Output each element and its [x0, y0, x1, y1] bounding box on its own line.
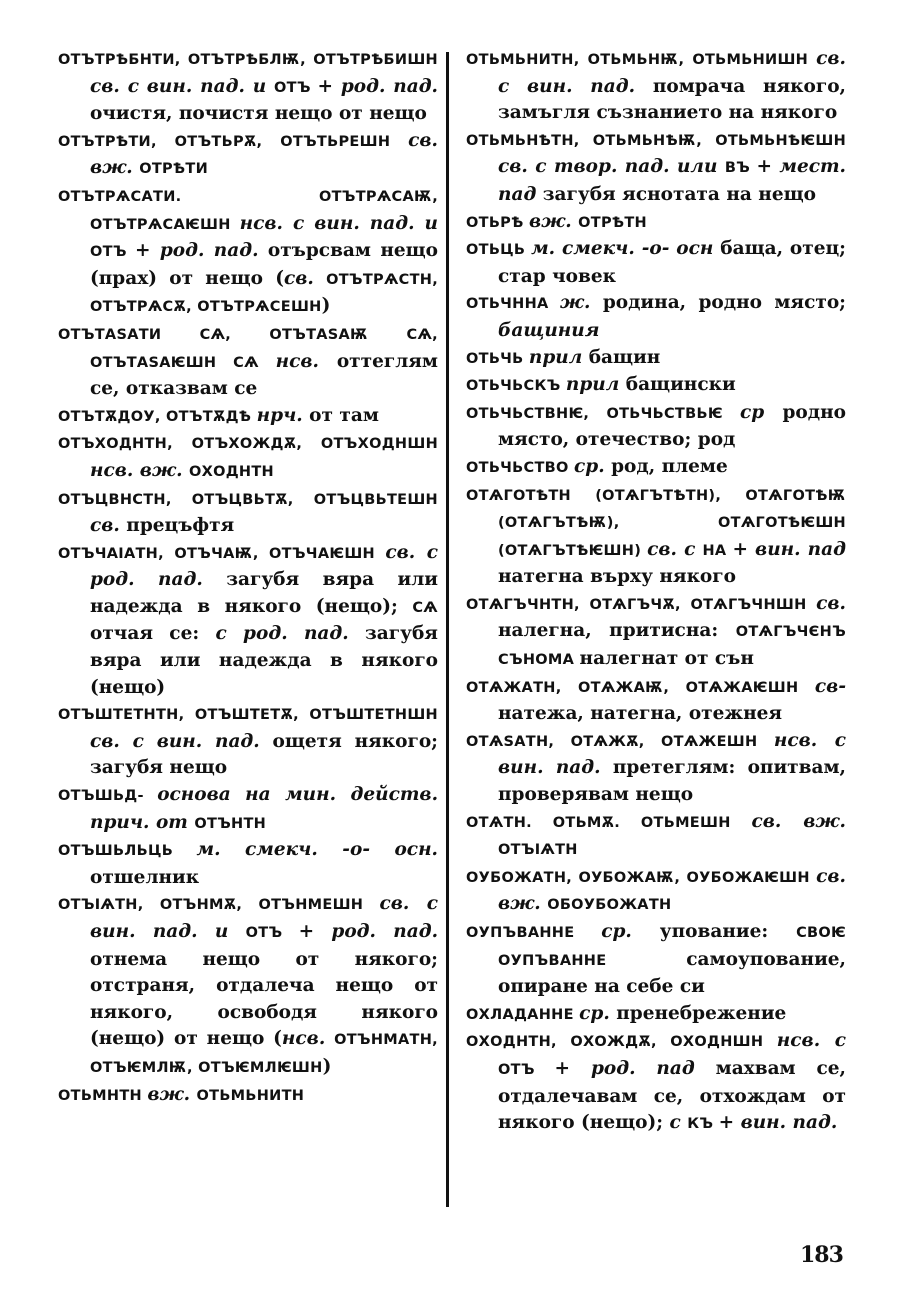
definition-text: помрача някого, замъгля съзнанието на някого: [498, 75, 846, 124]
dictionary-entry: [58, 782, 438, 837]
headword: ОТРѢТН: [578, 214, 647, 231]
grammar-label: св.: [90, 515, 127, 537]
grammar-label: ср.: [574, 455, 612, 477]
headword: ОТЪЧАIАТН, ОТЪЧАѬ, ОТЪЧАѤШН: [58, 545, 386, 562]
dictionary-entry: [58, 403, 438, 431]
definition-text: натегна върху някого: [498, 566, 736, 588]
headword: ОХЛАДАННЕ: [466, 1006, 580, 1023]
grammar-label: вж.: [147, 1083, 197, 1105]
grammar-label: св. с вин. пад. и: [90, 893, 438, 942]
definition-text: загубя вяра или надежда в някого (нещо): [90, 623, 438, 698]
grammar-label: род. пад.: [159, 240, 268, 262]
dictionary-entry: [58, 183, 438, 321]
headword: ОТЪ: [245, 925, 299, 941]
grammar-label: вж.: [528, 210, 579, 232]
headword: ОХОДНТН: [188, 463, 274, 480]
dictionary-entry: [58, 701, 438, 782]
grammar-label: св. с вин. пад.: [90, 730, 273, 752]
headword: ОТЪШЬД-: [58, 788, 158, 805]
headword: ВЪ: [724, 160, 757, 177]
page-number: 183: [800, 1242, 843, 1268]
grammar-label: св-: [814, 675, 846, 697]
grammar-label: с: [669, 1112, 688, 1134]
definition-text: прецъфтя: [126, 515, 235, 537]
definition-text: загубя яснотата на нещо: [542, 183, 816, 205]
grammar-label: св. вж.: [498, 865, 846, 915]
definition-text: отнема нещо от някого; отстраня, отдалеча нещо от някого, освободя някого (нещо) от нещо (: [90, 948, 438, 1050]
definition-text: родина, родно място;: [602, 292, 846, 314]
definition-text: ): [322, 1055, 332, 1077]
definition-text: пренебрежение: [616, 1002, 787, 1024]
headword: ОТЬМЬНѢТН, ОТЬМЬНѢѬ, ОТЬМЬНѢѤШН: [466, 132, 846, 149]
headword: ОТЬЧЬ: [466, 350, 529, 367]
grammar-label: м. смекч. -о- осн: [531, 238, 721, 260]
definition-text: отшелник: [90, 866, 200, 888]
definition-text: род, племе: [611, 455, 728, 477]
grammar-label: род. пад: [590, 1057, 716, 1079]
grammar-label: св.: [816, 592, 846, 614]
headword: ОУБОЖАТН, ОУБОЖАѬ, ОУБОЖАѤШН: [466, 869, 817, 886]
column-divider: [446, 52, 449, 1207]
headword: ОТѦГЪЧНТН, ОТѦГЪЧѪ, ОТѦГЪЧНШН: [466, 596, 817, 613]
headword: ОТЪТАЅАТИ СѦ, ОТЪТАЅАѬ СѦ, ОТЪТАЅАѤШН СѦ: [58, 326, 438, 371]
headword: ОТЪШЬЛЬЦЬ: [58, 843, 197, 860]
grammar-label: нсв. с вин. пад.: [498, 729, 846, 779]
definition-text: очистя, почистя нещо от нещо: [90, 103, 427, 125]
headword: ОТЪШТЕТНТН, ОТЪШТЕТѪ, ОТЪШТЕТНШН: [58, 707, 438, 724]
headword: ОТЪТРѢТИ, ОТЪТЬРѪ, ОТЪТЬРЕШН: [58, 133, 409, 150]
definition-text: натежа, натегна, отежнея: [498, 703, 783, 725]
grammar-label: св. вж.: [90, 129, 438, 179]
grammar-label: нсв. вж.: [90, 459, 189, 481]
definition-text: баща, отец; стар човек: [498, 238, 846, 287]
grammar-label: св. вж.: [751, 810, 846, 832]
headword: ОТѦГОТѢТН (ОТѦГЪТѢТН), ОТѦГОТѢѬ (ОТѦГЪТѢѬ), ОТѦГОТѢѤШН (ОТѦГЪТѢѤШН): [466, 487, 846, 559]
headword: ОТЪТРѦСТН, ОТЪТРѦСѪ, ОТЪТРѦСЕШН: [90, 271, 439, 316]
grammar-label: ж.: [559, 292, 603, 314]
dictionary-entry: [58, 540, 438, 702]
definition-text: налегнат от сън: [579, 648, 754, 670]
headword: ОТЬЧННА: [466, 296, 560, 313]
definition-text: упование:: [659, 921, 797, 942]
headword: ОТЬМЬНИТН, ОТЬМЬНѬ, ОТЬМЬНИШН: [466, 52, 817, 68]
definition-text: загубя вяра или надежда в някого (нещо);: [90, 569, 438, 617]
headword: ОТЬМНТН: [58, 1087, 148, 1104]
definition-text: налегна, притисна:: [498, 620, 736, 642]
headword: ОТЪIѦТН, ОТЪНМѪ, ОТЪНМЕШН: [58, 897, 380, 914]
dictionary-entry: [466, 591, 846, 674]
dictionary-entry: [466, 400, 846, 454]
headword: ОБОУБОЖАТН: [547, 897, 672, 914]
headword: ОХОДНТН, ОХОЖДѪ, ОХОДНШН: [466, 1034, 777, 1051]
headword: ОТЪНМАТН, ОТЪѤМЛѬ, ОТЪѤМЛѤШН: [90, 1032, 438, 1076]
dictionary-entry: [466, 372, 846, 400]
dictionary-entry: [466, 454, 846, 482]
dictionary-entry: [466, 1028, 846, 1137]
grammar-label: ср: [740, 401, 783, 423]
definition-text: ): [321, 295, 331, 317]
headword: ОТЪТРѢБНТИ, ОТЪТРѢБЛѬ, ОТЪТРѢБИШН: [58, 52, 438, 68]
grammar-label: м. смекч. -о- осн.: [196, 839, 439, 861]
definition-text: ощетя някого; загубя нещо: [90, 730, 438, 779]
headword: ОТЬЧЬСКЪ: [466, 378, 566, 395]
headword: ОТЬЦЬ: [466, 242, 532, 259]
definition-text: +: [554, 1057, 591, 1079]
headword: ОТРѢТИ: [139, 161, 209, 178]
grammar-label: нсв. с вин. пад. и: [239, 212, 439, 234]
dictionary-entry: [466, 919, 846, 1001]
dictionary-entry: [58, 46, 438, 128]
grammar-label: мест. пад: [498, 156, 846, 205]
grammar-label: прил: [528, 346, 589, 368]
definition-text: +: [298, 921, 332, 942]
grammar-label: основа на мин. действ. прич. от: [90, 784, 439, 833]
headword: ОТЪ: [90, 244, 135, 261]
grammar-label: св.: [283, 267, 327, 289]
dictionary-entry: [466, 1001, 846, 1029]
grammar-label: с род. пад.: [215, 623, 365, 645]
dictionary-entry: [466, 209, 846, 237]
grammar-label: св. с: [647, 538, 703, 560]
headword: ОТЪ: [274, 79, 318, 96]
headword: СѦ: [412, 599, 438, 616]
definition-text: отърсвам нещо (прах) от нещо (: [90, 240, 438, 289]
dictionary-entry: [58, 321, 438, 403]
dictionary-entry: [58, 128, 438, 183]
dictionary-entry: [466, 46, 846, 127]
dictionary-entry: [466, 290, 846, 344]
definition-text: махвам се, отдалечавам се, отхождам от някого (нещо);: [498, 1057, 846, 1134]
dictionary-entry: [58, 891, 438, 1081]
headword: ОТЪТѪДОУ, ОТЪТѪДѢ: [58, 408, 257, 425]
dictionary-entry: [466, 127, 846, 209]
definition-text: +: [756, 156, 780, 178]
dictionary-entry: [466, 809, 846, 864]
grammar-label: нсв. с: [776, 1030, 846, 1052]
definition-text: +: [317, 75, 341, 97]
grammar-label: род. пад.: [340, 75, 438, 97]
grammar-label: нсв.: [275, 350, 337, 372]
dictionary-entry: [58, 1082, 438, 1110]
headword: ОТѦГЪЧЄНЪ СЪНОМА: [498, 624, 846, 669]
dictionary-entry: [466, 728, 846, 809]
grammar-label: вин. пад: [755, 538, 846, 560]
grammar-label: вин. пад.: [740, 1112, 838, 1134]
definition-text: бащински: [625, 374, 736, 396]
grammar-label: ср.: [601, 921, 660, 942]
definition-text: родно място, отечество; род: [498, 401, 846, 451]
grammar-label: св. с вин. пад.: [498, 48, 846, 97]
dictionary-entry: [58, 837, 438, 891]
definition-text: отчая се:: [90, 623, 216, 645]
headword: ОТЪ: [498, 1061, 555, 1078]
headword: КЪ: [687, 1116, 719, 1133]
headword: ОТЪIѦТН: [498, 842, 578, 859]
headword: ОТЬЧЬСТВНѤ, ОТЬЧЬСТВЬѤ: [466, 405, 740, 422]
dictionary-entry: [466, 236, 846, 290]
grammar-label: ср.: [579, 1002, 617, 1024]
headword: НА: [702, 542, 733, 559]
headword: ОТЪНТН: [194, 815, 267, 832]
dictionary-entry: [466, 482, 846, 591]
headword: ОТѦЅАТН, ОТѦЖѪ, ОТѦЖЕШН: [466, 733, 774, 750]
definition-text: самоупование, опиране на себе си: [498, 948, 846, 998]
grammar-label: св. с твор. пад. или: [498, 156, 725, 178]
grammar-label: нрч.: [256, 404, 310, 426]
headword: ОТЬРѢ: [466, 214, 529, 231]
grammar-label: род. пад.: [331, 921, 439, 942]
grammar-label: бащиния: [498, 319, 600, 341]
left-column: [58, 46, 438, 1109]
dictionary-entry: [466, 864, 846, 919]
grammar-label: св. с вин. пад. и: [90, 75, 275, 97]
headword: ОТЬЧЬСТВО: [466, 459, 574, 476]
definition-text: претеглям: опитвам, проверявам нещо: [498, 757, 846, 806]
grammar-label: прил: [565, 374, 626, 396]
headword: ОТѦЖАТН, ОТѦЖАѬ, ОТѦЖАѤШН: [466, 679, 815, 696]
grammar-label: нсв.: [281, 1028, 335, 1050]
right-column: [466, 46, 846, 1138]
headword: ОТЬМЬНИТН: [196, 1087, 305, 1104]
headword: СВОѤ ОУПЪВАННЕ: [498, 925, 846, 969]
headword: ОУПЪВАННЕ: [466, 925, 602, 941]
definition-text: +: [718, 1112, 741, 1134]
definition-text: от там: [309, 404, 379, 426]
dictionary-entry: [58, 430, 438, 485]
dictionary-entry: [58, 486, 438, 540]
definition-text: +: [135, 240, 160, 262]
headword: ОТЪЦВНСТН, ОТЪЦВЬТѪ, ОТЪЦВЬТЕШН: [58, 491, 438, 508]
dictionary-entry: [466, 674, 846, 728]
headword: ОТѦТН. ОТЬМѪ. ОТЬМЕШН: [466, 814, 752, 831]
definition-text: бащин: [588, 346, 661, 368]
definition-text: +: [732, 538, 756, 560]
headword: ОТЪХОДНТН, ОТЪХОЖДѪ, ОТЪХОДНШН: [58, 436, 438, 453]
definition-text: оттеглям се, отказвам се: [90, 350, 438, 400]
grammar-label: св. с род. пад.: [90, 541, 438, 591]
headword: ОТЪТРѦСАТИ. ОТЪТРѦСАѬ, ОТЪТРѦСАѤШН: [58, 188, 438, 233]
dictionary-entry: [466, 345, 846, 373]
